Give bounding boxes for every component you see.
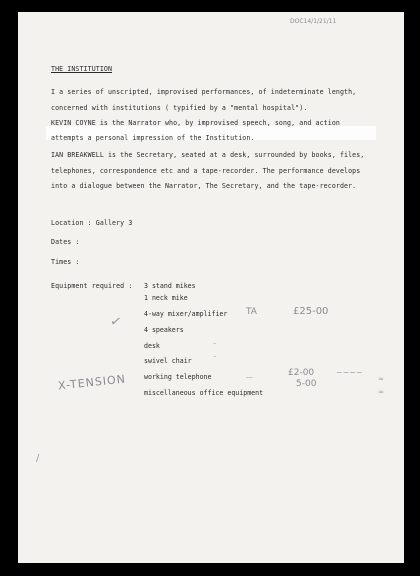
- document-page: [18, 12, 404, 563]
- equipment-item: working telephone: [144, 373, 212, 381]
- handwritten-price: £25-00: [293, 306, 329, 317]
- paragraph-line: KEVIN COYNE is the Narrator who, by improvised speech, song, and action: [51, 119, 340, 127]
- equipment-item: 1 neck mike: [144, 294, 188, 302]
- paragraph-line: I a series of unscripted, improvised performances, of indeterminate length,: [51, 88, 357, 96]
- handwritten-extension: X-TENSION: [57, 372, 127, 393]
- paragraph-line: concerned with institutions ( typified by a "mental hospital").: [51, 104, 308, 112]
- dash-mark-icon: –: [213, 352, 217, 360]
- scribble-mark-icon: ≈: [378, 388, 384, 396]
- paragraph-line: IAN BREAKWELL is the Secretary, seated at a desk, surrounded by books, files,: [51, 151, 365, 159]
- equipment-label: Equipment required :: [51, 282, 133, 290]
- equipment-item: 3 stand mikes: [144, 282, 196, 290]
- paragraph-line: into a dialogue between the Narrator, The Secretary, and the tape-recorder.: [51, 182, 357, 190]
- archive-reference: DOC14/1/21/11: [290, 18, 337, 25]
- times-line: Times :: [51, 258, 80, 266]
- equipment-item: swivel chair: [144, 357, 192, 365]
- equipment-item: desk: [144, 342, 160, 350]
- handwritten-price: £2-00: [288, 368, 315, 378]
- dash-mark-icon: –: [213, 339, 217, 347]
- location-line: Location : Gallery 3: [51, 219, 133, 227]
- handwritten-ta: TA: [246, 307, 257, 317]
- equipment-item: miscellaneous office equipment: [144, 389, 264, 397]
- check-mark-icon: ✓: [108, 313, 124, 331]
- paragraph-line: telephones, correspondence etc and a tape-recorder. The performance develops: [51, 167, 361, 175]
- pen-stroke-icon: /: [36, 453, 40, 464]
- equipment-item: 4 speakers: [144, 326, 184, 334]
- document-title: THE INSTITUTION: [51, 65, 113, 73]
- equipment-item: 4-way mixer/amplifier: [144, 310, 228, 318]
- scribble-mark-icon: ~~~~: [336, 368, 363, 377]
- handwritten-price: 5-00: [296, 379, 317, 389]
- scribble-mark-icon: ≈: [378, 375, 384, 383]
- paragraph-line: attempts a personal impression of the Institution.: [51, 134, 255, 142]
- dates-line: Dates :: [51, 238, 80, 246]
- dash-mark-icon: —: [246, 373, 253, 381]
